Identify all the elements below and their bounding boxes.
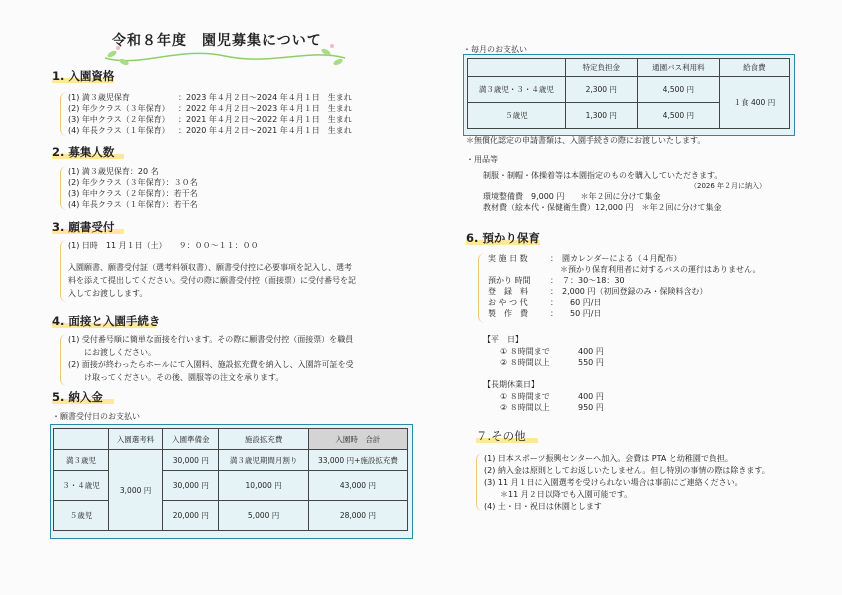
brace-decoration (60, 92, 67, 136)
application-note-line: 入してお渡しします。 (68, 289, 148, 298)
monthly-bus: 4,500 円 (637, 103, 719, 129)
section-7-heading: ７.その他 (476, 429, 526, 443)
interview-note-line: け取ってください。その後、園服等の注文を承ります。 (68, 372, 284, 382)
daycare-label: 預かり 時間 (488, 276, 531, 285)
environment-fee: 環境整備費 9,000 円 ＊年２回に分けて集金 (483, 192, 661, 201)
fee-prep: 30,000 円 (163, 450, 219, 471)
other-note-line: (1) 日本スポーツ振興センターへ加入。会費は PTA と幼稚園で負担。 (484, 454, 733, 463)
capacity-item: (2) 年少クラス（３年保育）：３０名 (68, 178, 198, 187)
rate-value: 950 円 (578, 403, 604, 412)
brace-decoration (478, 253, 485, 323)
supplies-delivery: （2026 年２月に納入） (690, 182, 767, 190)
supplies-subheading: ・用品等 (466, 155, 498, 164)
capacity-item: (3) 年中クラス（２年保育）：若干名 (68, 189, 198, 198)
daycare-label: 実 施 日 数 (488, 254, 528, 263)
other-note-line: (2) 納入金は原則としてお返しいたしません。但し特別の事情の際は除きます。 (484, 466, 770, 475)
application-date: (1) 日時 11 月１日（土） ９：００～１１：００ (68, 241, 259, 250)
fee-total: 43,000 円 (308, 471, 407, 501)
eligibility-label: (2) 年少クラス（３年保育） (68, 104, 170, 113)
fee-table-header: 入園時 合計 (308, 429, 407, 450)
daycare-details (488, 253, 780, 319)
fee-total: 33,000 円+施設拡充費 (308, 450, 407, 471)
table-row (54, 450, 408, 471)
rate-value: 550 円 (578, 358, 604, 367)
monthly-row-name: ５歳児 (468, 103, 566, 129)
monthly-table-header: 通園バス利用料 (637, 59, 719, 77)
daycare-value: ： 2,000 円（初回登録のみ・保険料含む） (550, 287, 708, 296)
fee-table-header: 入園選考料 (108, 429, 162, 450)
fee-prep: 20,000 円 (163, 501, 219, 531)
fee-row-name: 満３歳児 (54, 450, 109, 471)
rate-label: ① ８時間まで (500, 347, 550, 356)
daycare-value: ： 50 円/日 (550, 309, 602, 318)
eligibility-label: (3) 年中クラス（２年保育） (68, 115, 170, 124)
other-note-line: (4) 土・日・祝日は休園とします (484, 502, 602, 511)
section-6-heading: 6. 預かり保育 (466, 231, 540, 245)
daycare-label (488, 264, 550, 275)
brace-decoration (476, 453, 483, 511)
payment-subheading: ・願書受付日のお支払い (52, 412, 140, 421)
supplies-line: 制服・制帽・体操着等は本園指定のものを購入していただきます。 (483, 171, 723, 180)
weekday-rates (500, 346, 638, 368)
entrance-fee-table (53, 428, 408, 531)
application-note-line: 料を添えて提出してください。受付の際に願書受付控（面接票）に受付番号を記 (68, 276, 356, 285)
rate-value: 400 円 (578, 347, 604, 356)
fee-table-header: 入園準備金 (163, 429, 219, 450)
other-notes (484, 453, 770, 513)
interview-notes (68, 334, 354, 384)
rate-label: ② ８時間以上 (500, 358, 550, 367)
fee-table-header (54, 429, 109, 450)
application-notes (68, 261, 356, 300)
section-3-heading: 3. 願書受付 (52, 220, 115, 234)
fee-prep: 30,000 円 (163, 471, 219, 501)
monthly-subheading: ・毎月のお支払い (463, 45, 527, 54)
eligibility-value: ：2020 年４月２日～2021 年４月１日 生まれ (178, 126, 352, 135)
daycare-value: ： ７：30～18：30 (550, 276, 625, 285)
section-5-heading: 5. 納入金 (52, 390, 103, 404)
page-title: 令和８年度 園児募集について (112, 33, 322, 49)
daycare-label: 製 作 費 (488, 309, 528, 318)
interview-note-line: (2) 面接が終わったらホールにて入園料、施設拡充費を納入し、入園許可証を受 (68, 360, 354, 369)
fee-table-header: 施設拡充費 (219, 429, 308, 450)
table-row (54, 471, 408, 501)
rate-value: 400 円 (578, 392, 604, 401)
interview-note-line: にお渡しください。 (68, 347, 156, 357)
monthly-fee-table (467, 58, 790, 129)
eligibility-value: ：2021 年４月２日～2022 年４月１日 生まれ (178, 115, 352, 124)
fee-row-name: ５歳児 (54, 501, 109, 531)
materials-fee: 教材費（絵本代・保健衛生費）12,000 円 ＊年２回に分けて集金 (483, 203, 722, 212)
monthly-note: ＊無償化認定の申請書類は、入園手続きの際にお渡しいたします。 (466, 136, 706, 145)
section-1-heading: 1. 入園資格 (52, 69, 115, 83)
fee-facility: 5,000 円 (219, 501, 308, 531)
monthly-table-header (468, 59, 566, 77)
eligibility-label: (1) 満３歳児保育 (68, 93, 130, 102)
capacity-item: (1) 満３歳児保育：20 名 (68, 167, 159, 176)
brace-decoration (60, 334, 67, 386)
table-row (468, 77, 790, 103)
daycare-value: ＊預かり保育利用者に対するバスの運行はありません。 (560, 265, 761, 274)
brace-decoration (60, 240, 67, 302)
daycare-value: ： 園カレンダーによる（４月配布） (550, 254, 682, 263)
fee-row-name: ３・４歳児 (54, 471, 109, 501)
capacity-list (68, 166, 198, 210)
monthly-burden: 1,300 円 (565, 103, 637, 129)
table-row (54, 501, 408, 531)
eligibility-list (68, 92, 428, 136)
rate-label: ① ８時間まで (500, 392, 550, 401)
eligibility-value: ：2023 年４月２日～2024 年４月１日 生まれ (178, 93, 352, 102)
other-note-line: (3) 11 月１日に入園選考を受けられない場合は事前にご連絡ください。 (484, 478, 743, 487)
fee-facility: 10,000 円 (219, 471, 308, 501)
selection-fee: 3,000 円 (108, 450, 162, 531)
section-2-heading: 2. 募集人数 (52, 145, 115, 159)
holiday-title: 【長期休業日】 (483, 380, 539, 389)
section-4-heading: 4. 面接と入園手続き (52, 314, 161, 328)
interview-note-line: (1) 受付番号順に簡単な面接を行います。その際に願書受付控（面接票）を職員 (68, 335, 354, 344)
monthly-row-name: 満３歳児・３・４歳児 (468, 77, 566, 103)
monthly-burden: 2,300 円 (565, 77, 637, 103)
brace-decoration (60, 166, 67, 210)
weekday-title: 【平 日】 (483, 335, 523, 344)
monthly-bus: 4,500 円 (637, 77, 719, 103)
fee-total: 28,000 円 (308, 501, 407, 531)
fee-facility: 満３歳児期間月割り (219, 450, 308, 471)
rate-label: ② ８時間以上 (500, 403, 550, 412)
capacity-item: (4) 年長クラス（１年保育）：若干名 (68, 200, 198, 209)
daycare-value: ： 60 円/日 (550, 298, 602, 307)
daycare-label: 登 録 料 (488, 287, 528, 296)
other-note-line: ＊11 月２日以降でも入園可能です。 (484, 490, 633, 499)
application-note-line: 入園願書、願書受付証（選考料領収書）、願書受付控に必要事項を記入し、選考 (68, 263, 352, 272)
daycare-label: お や つ 代 (488, 298, 528, 307)
monthly-table-header: 特定負担金 (565, 59, 637, 77)
eligibility-value: ：2022 年４月２日～2023 年４月１日 生まれ (178, 104, 352, 113)
holiday-rates (500, 391, 638, 413)
monthly-table-header: 給食費 (719, 59, 789, 77)
lunch-fee: １食 400 円 (719, 77, 789, 129)
eligibility-label: (4) 年長クラス（１年保育） (68, 126, 170, 135)
